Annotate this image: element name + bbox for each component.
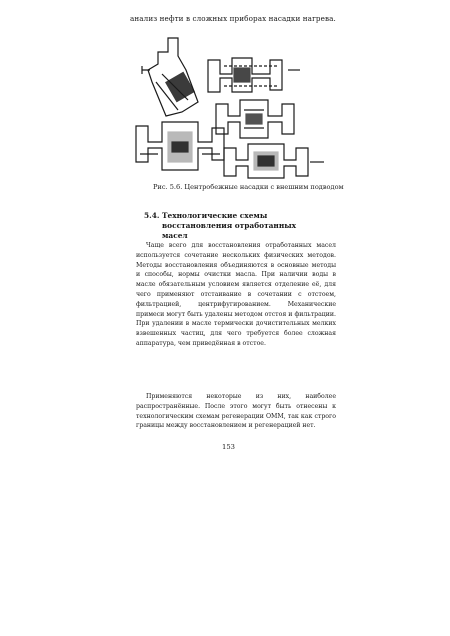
technical-figure (128, 30, 328, 180)
paragraph-1: Чаще всего для восстановления отработанных масел используется сочетание нескольких физических методов. Методы восстановления объединяются в основные методы и способы, нормы очистки масла. При наличии воды в масле обязательным условием является отделение её, для чего применяют отстаивание в сочетании с отстоем, фильтрацией, центрифугированием. Механические примеси могут быть удалены методом отстоя и фильтрации. При удалении в масле термически дочистительных мелких взвешенных частиц, для чего требуется более сложная аппаратура, чем приведённая в отстое. (136, 242, 336, 347)
figure-caption: Рис. 5.6. Центробежные насадки с внешним подводом (153, 183, 344, 191)
paragraph-2: Применяются некоторые из них, наиболее распространённые. После этого могут быть отнесены к технологическим схемам регенерации ОММ, так как строго границы между восстановлением и регенерацией нет. (136, 393, 336, 430)
section-title: Технологические схемы восстановления отработанных масел (162, 211, 297, 240)
page-number: 153 (222, 443, 235, 451)
section-number: 5.4. (144, 211, 160, 220)
figure-drawing (128, 30, 328, 180)
continuation-text: анализ нефти в сложных приборах насадки нагрева. (130, 14, 336, 23)
